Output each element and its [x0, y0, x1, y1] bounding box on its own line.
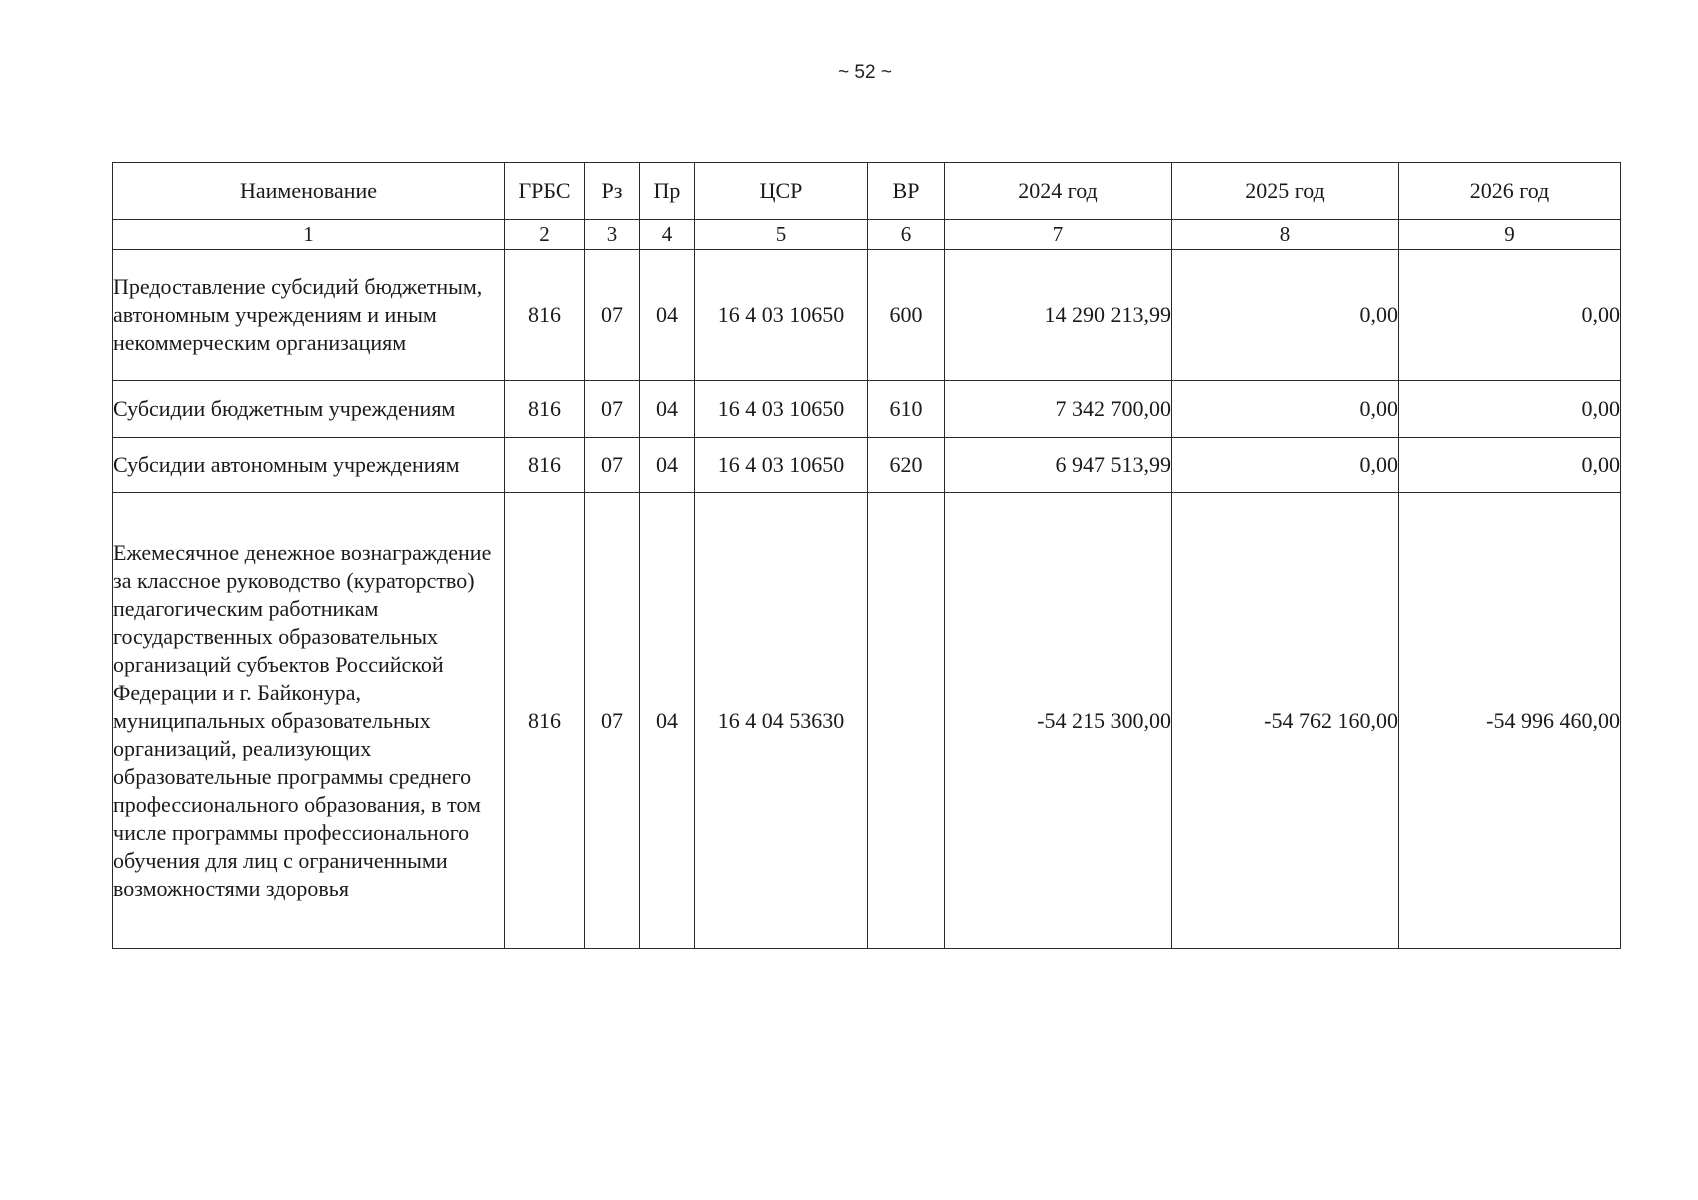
header-2024: 2024 год: [945, 163, 1172, 220]
row-2025: 0,00: [1172, 250, 1399, 381]
header-row: [113, 163, 1621, 220]
column-index: 3: [585, 220, 640, 250]
row-2026: 0,00: [1399, 438, 1621, 493]
row-2025: -54 762 160,00: [1172, 493, 1399, 949]
row-name: Субсидии бюджетным учреждениям: [113, 381, 505, 438]
row-name: Субсидии автономным учреждениям: [113, 438, 505, 493]
row-rz: 07: [585, 250, 640, 381]
row-2025: 0,00: [1172, 438, 1399, 493]
header-2025: 2025 год: [1172, 163, 1399, 220]
header-pr: Пр: [640, 163, 695, 220]
row-csr: 16 4 03 10650: [695, 250, 868, 381]
column-index: 6: [868, 220, 945, 250]
row-pr: 04: [640, 381, 695, 438]
table-row: [113, 250, 1621, 381]
row-grbs: 816: [505, 250, 585, 381]
row-pr: 04: [640, 438, 695, 493]
row-grbs: 816: [505, 438, 585, 493]
column-index: 9: [1399, 220, 1621, 250]
row-name: Предоставление субсидий бюджетным, автономным учреждениям и иным некоммерческим организациям: [113, 250, 505, 381]
column-index-row: [113, 220, 1621, 250]
header-vr: ВР: [868, 163, 945, 220]
column-index: 1: [113, 220, 505, 250]
row-csr: 16 4 03 10650: [695, 381, 868, 438]
column-index: 5: [695, 220, 868, 250]
row-vr: [868, 493, 945, 949]
row-csr: 16 4 04 53630: [695, 493, 868, 949]
header-name: Наименование: [113, 163, 505, 220]
row-vr: 600: [868, 250, 945, 381]
row-rz: 07: [585, 381, 640, 438]
page-number: ~ 52 ~: [838, 62, 892, 83]
table-row: [113, 438, 1621, 493]
row-grbs: 816: [505, 493, 585, 949]
row-2026: 0,00: [1399, 381, 1621, 438]
row-vr: 620: [868, 438, 945, 493]
header-rz: Рз: [585, 163, 640, 220]
row-name: Ежемесячное денежное вознаграждение за классное руководство (кураторство) педагогическим работникам государственных образовательных организаций субъектов Российской Федерации и г. Байконура, муниципальных образовательных организаций, реализующих образовательные программы среднего профессионального образования, в том числе программы профессионального обучения для лиц с ограниченными возможностями здоровья: [113, 493, 505, 949]
row-grbs: 816: [505, 381, 585, 438]
row-rz: 07: [585, 493, 640, 949]
row-2024: -54 215 300,00: [945, 493, 1172, 949]
header-grbs: ГРБС: [505, 163, 585, 220]
row-2025: 0,00: [1172, 381, 1399, 438]
row-pr: 04: [640, 493, 695, 949]
row-vr: 610: [868, 381, 945, 438]
row-pr: 04: [640, 250, 695, 381]
table-row: [113, 493, 1621, 949]
header-2026: 2026 год: [1399, 163, 1621, 220]
column-index: 7: [945, 220, 1172, 250]
table-row: [113, 381, 1621, 438]
row-2024: 7 342 700,00: [945, 381, 1172, 438]
row-2026: 0,00: [1399, 250, 1621, 381]
header-csr: ЦСР: [695, 163, 868, 220]
row-2024: 14 290 213,99: [945, 250, 1172, 381]
row-2026: -54 996 460,00: [1399, 493, 1621, 949]
column-index: 8: [1172, 220, 1399, 250]
column-index: 2: [505, 220, 585, 250]
row-rz: 07: [585, 438, 640, 493]
row-2024: 6 947 513,99: [945, 438, 1172, 493]
row-csr: 16 4 03 10650: [695, 438, 868, 493]
column-index: 4: [640, 220, 695, 250]
budget-table: [112, 162, 1621, 949]
